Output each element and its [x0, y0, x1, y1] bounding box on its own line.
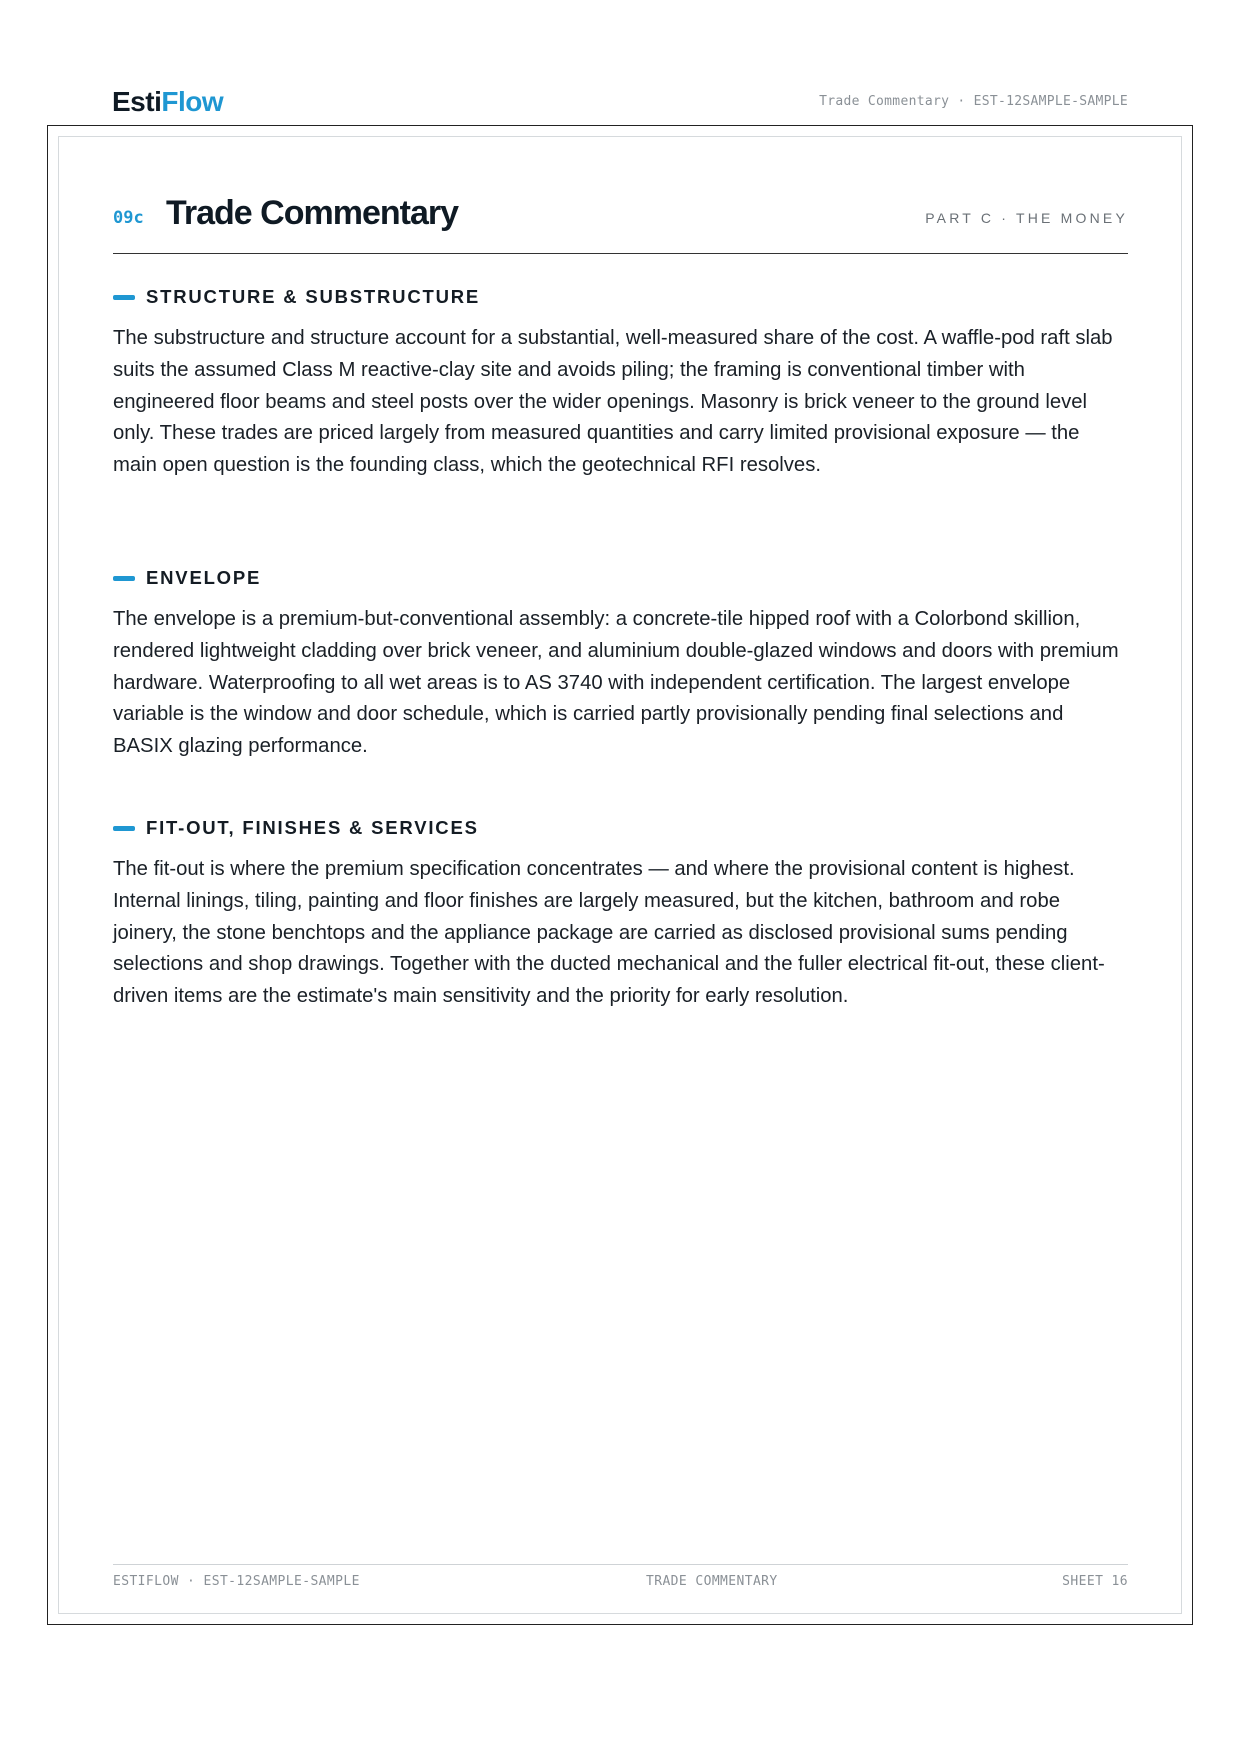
section-fitout [113, 815, 1128, 1013]
footer-sheet-number: SHEET 16 [1062, 1574, 1128, 1589]
section-heading [113, 815, 1128, 841]
section-header [113, 192, 1128, 254]
accent-dash-icon [113, 826, 135, 831]
section-envelope [113, 565, 1128, 763]
brand-logo-part2: Flow [161, 86, 224, 117]
footer-section-name: TRADE COMMENTARY [646, 1574, 778, 1589]
section-body: The fit-out is where the premium specification concentrates — and where the provisional content is highest. Internal linings, tiling, painting and floor finishes are largely measured, but the kitchen, bathroom and robe joinery, the stone benchtops and the appliance package are carried as disclosed provisional sums pending selections and shop drawings. Together with the ducted mechanical and the fuller electrical fit-out, these client-driven items are the estimate's main sensitivity and the priority for early resolution. [113, 858, 1105, 1008]
section-title: FIT-OUT, FINISHES & SERVICES [146, 817, 479, 838]
brand-logo [112, 86, 223, 118]
section-body: The envelope is a premium-but-conventional assembly: a concrete-tile hipped roof with a Colorbond skillion, rendered lightweight cladding over brick veneer, and aluminium double-glazed windows and doors with premium hardware. Waterproofing to all wet areas is to AS 3740 with independent certification. The largest envelope variable is the window and door schedule, which is carried partly provisionally pending final selections and BASIX glazing performance. [113, 608, 1119, 758]
section-title: STRUCTURE & SUBSTRUCTURE [146, 286, 481, 307]
section-number: 09c [113, 208, 144, 228]
footer-document-id: ESTIFLOW · EST-12SAMPLE-SAMPLE [113, 1574, 360, 1589]
section-structure [113, 284, 1128, 482]
accent-dash-icon [113, 576, 135, 581]
page-title: Trade Commentary [166, 194, 458, 232]
section-body: The substructure and structure account for a substantial, well-measured share of the cost. A waffle-pod raft slab suits the assumed Class M reactive-clay site and avoids piling; the framing is conventional timber with engineered floor beams and steel posts over the wider openings. Masonry is brick veneer to the ground level only. These trades are priced largely from measured quantities and carry limited provisional exposure — the main open question is the founding class, which the geotechnical RFI resolves. [113, 327, 1113, 477]
brand-logo-part1: Esti [112, 86, 162, 117]
accent-dash-icon [113, 295, 135, 300]
running-header: Trade Commentary · EST-12SAMPLE-SAMPLE [819, 94, 1128, 109]
section-heading [113, 565, 1128, 591]
section-title: ENVELOPE [146, 567, 262, 588]
part-label: PART C · THE MONEY [925, 210, 1128, 226]
page-footer [113, 1564, 1128, 1598]
section-heading [113, 284, 1128, 310]
